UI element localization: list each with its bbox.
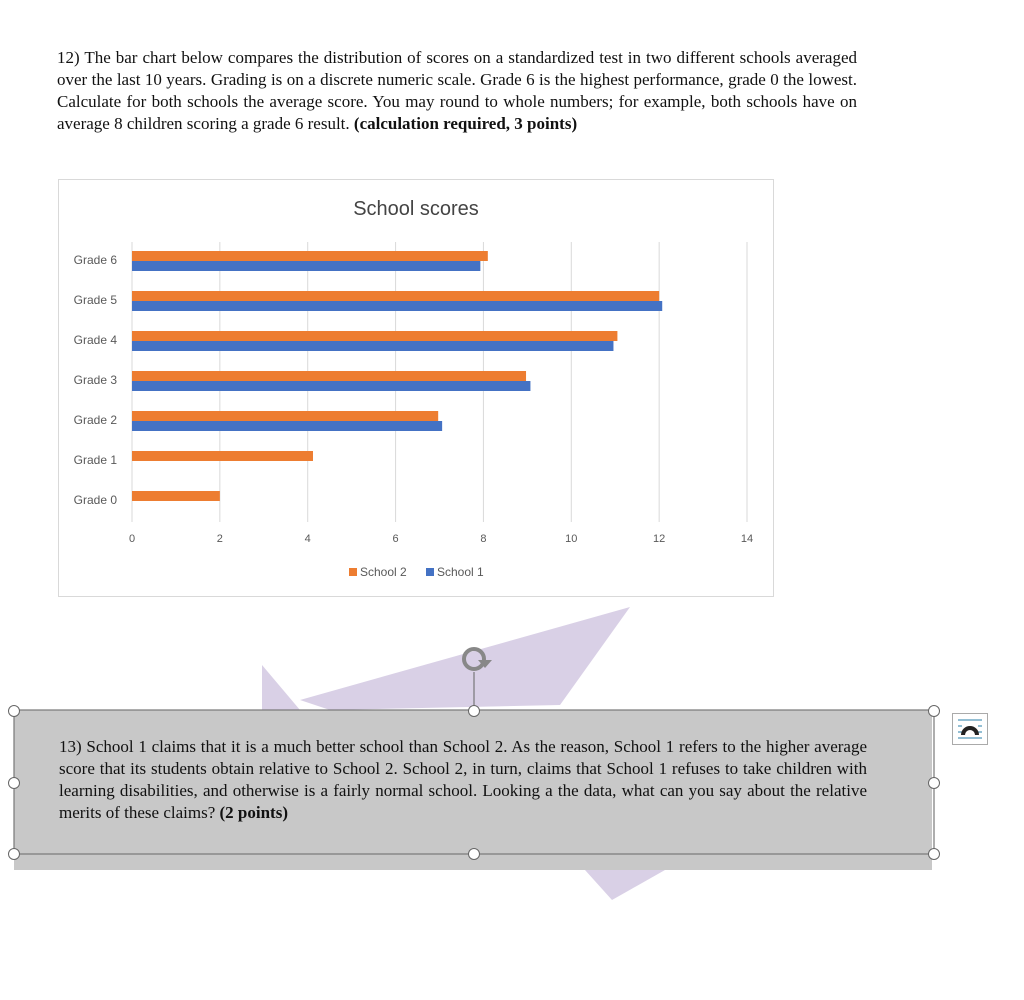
y-category-label: Grade 2 (73, 413, 117, 427)
resize-handle-left[interactable] (8, 777, 20, 789)
x-tick-label: 4 (304, 533, 311, 545)
legend-label: School 2 (360, 565, 407, 579)
question-13-points: (2 points) (219, 803, 288, 822)
y-category-label: Grade 4 (73, 333, 117, 347)
y-category-label: Grade 0 (73, 493, 117, 507)
question-13[interactable] (59, 736, 867, 824)
x-tick-label: 2 (216, 533, 223, 545)
x-tick-label: 0 (128, 533, 136, 545)
question-12-points: (calculation required, 3 points) (353, 114, 578, 133)
y-category-label: Grade 6 (73, 253, 117, 267)
resize-handle-top[interactable] (468, 705, 480, 717)
x-tick-label: 14 (740, 533, 754, 545)
x-tick-label: 8 (480, 533, 487, 545)
legend-label: School 1 (437, 565, 484, 579)
question-12-text: 12) The bar chart below compares the distribution of scores on a standardized test in two different schools averaged over the last 10 years. Grading is on a discrete numeric scale. Grade 6 is the highest performance, grade 0 the lowest. Calculate for both schools the average score. You may round to whole numbers; for example, both schools have on average 8 children scoring a grade 6 result. (57, 48, 857, 133)
x-tick-label: 12 (653, 533, 666, 545)
resize-handle-top-right[interactable] (928, 705, 940, 717)
y-category-label: Grade 3 (73, 373, 117, 387)
resize-handle-top-left[interactable] (8, 705, 20, 717)
resize-handle-bottom[interactable] (468, 848, 480, 860)
resize-handle-right[interactable] (928, 777, 940, 789)
resize-handle-bottom-left[interactable] (8, 848, 20, 860)
question-13-text: 13) School 1 claims that it is a much better school than School 2. As the reason, School 1 refers to the higher average score that its students obtain relative to School 2. School 2, in turn, claims that School 1 refuses to take children with learning disabilities, and otherwise is a fairly normal school. Looking a the data, what can you say about the relative merits of these claims? (59, 737, 867, 822)
layout-options-icon[interactable] (952, 713, 988, 745)
chart-title: School scores (353, 198, 479, 220)
x-tick-label: 10 (565, 533, 578, 545)
resize-handle-bottom-right[interactable] (928, 848, 940, 860)
y-category-label: Grade 1 (73, 453, 117, 467)
y-category-label: Grade 5 (73, 293, 117, 307)
x-tick-label: 6 (392, 533, 399, 545)
